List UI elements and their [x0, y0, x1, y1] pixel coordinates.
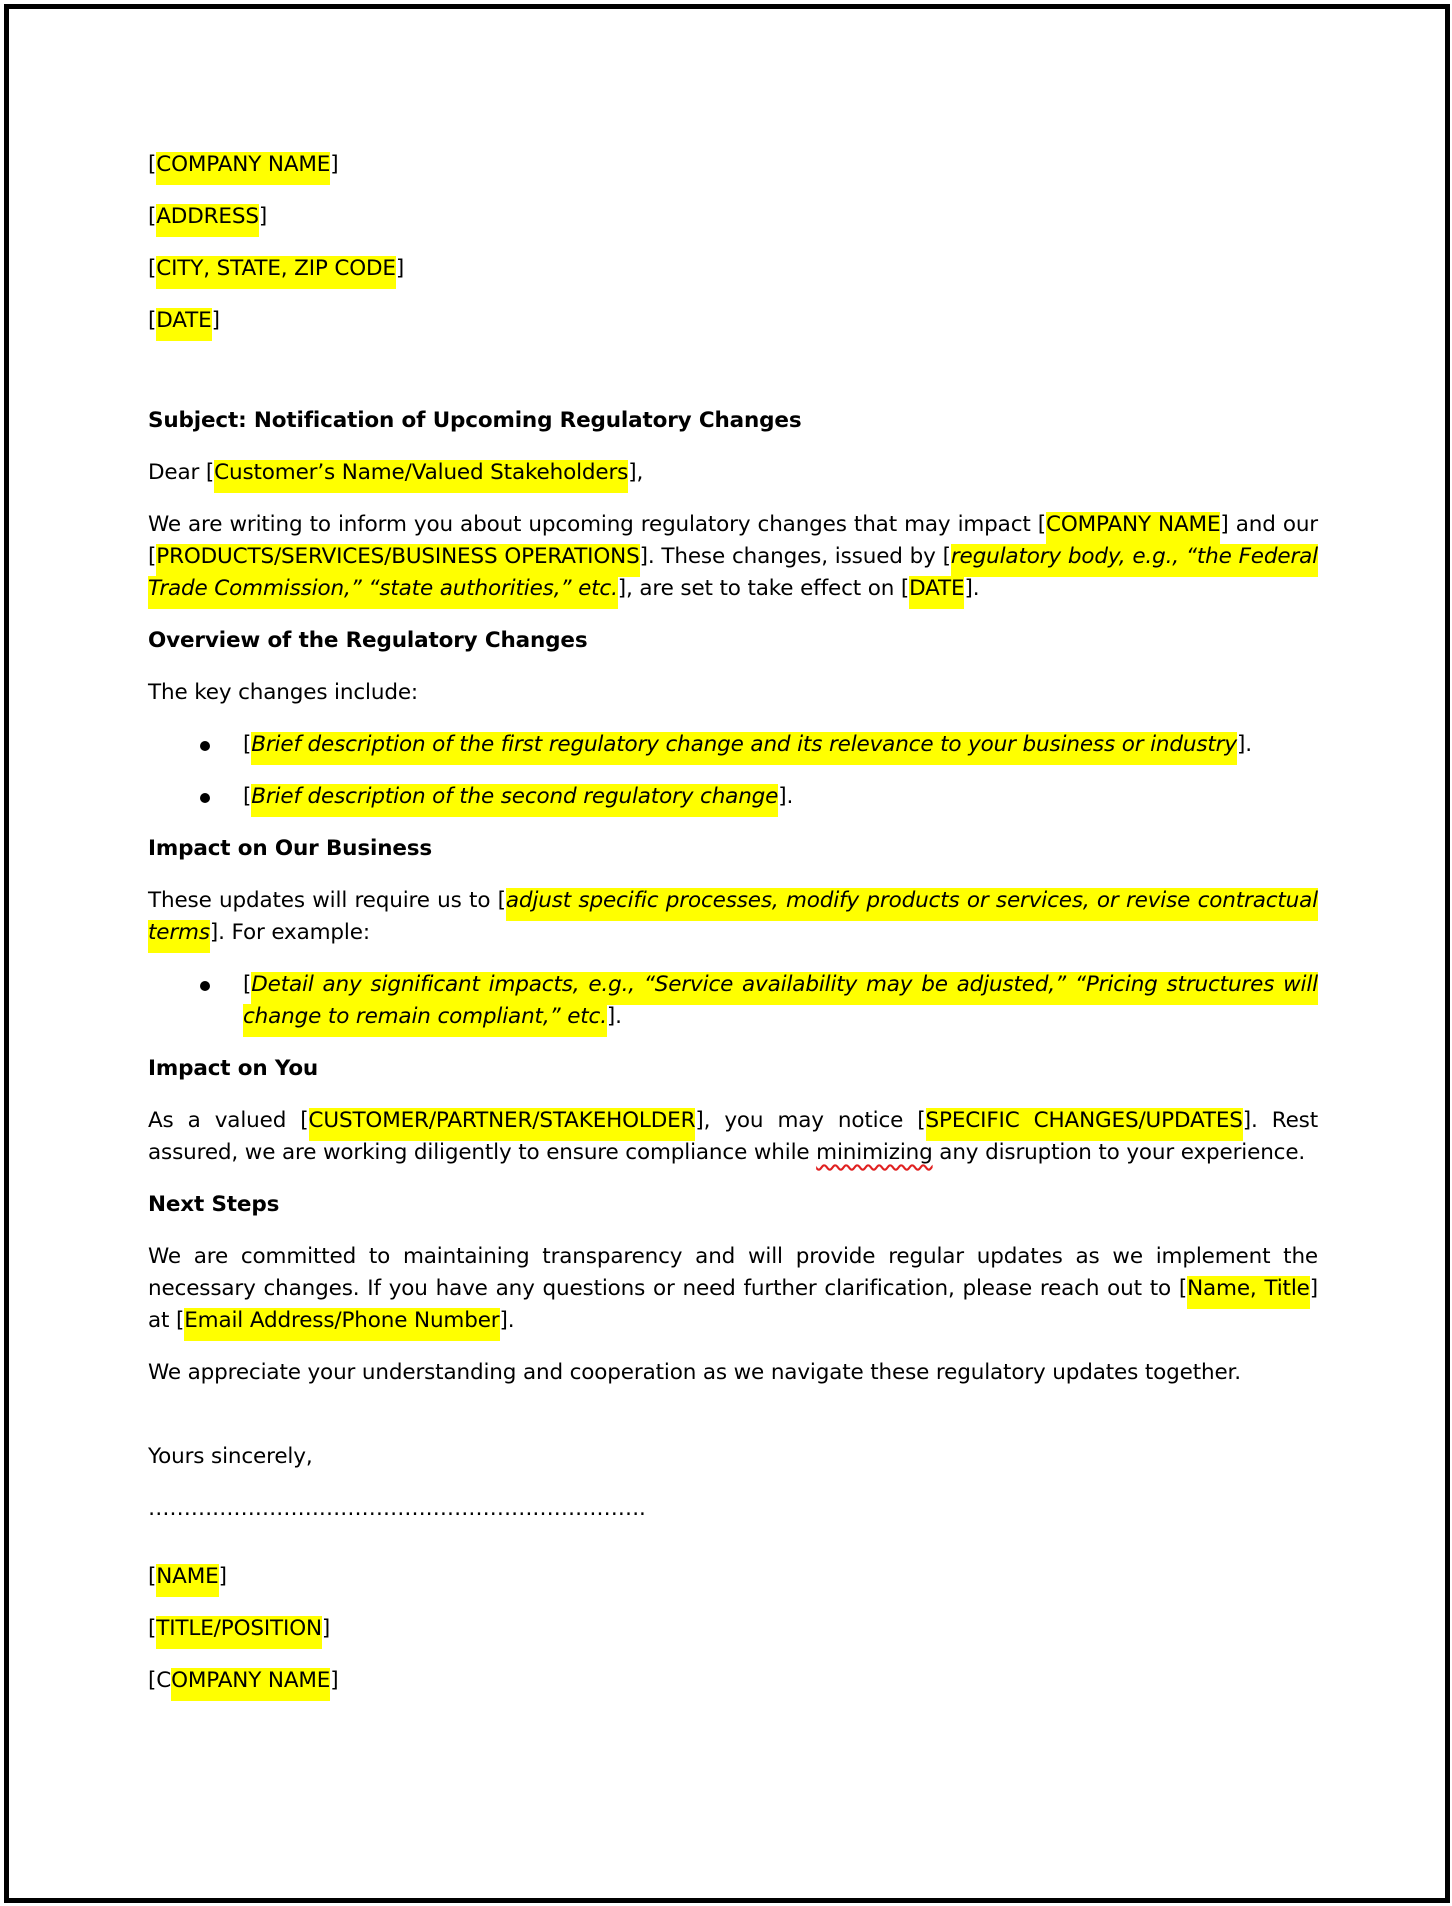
list-item: [Brief description of the second regulatory change]. — [148, 781, 1318, 813]
impact-business-paragraph: These updates will require us to [adjust specific processes, modify products or services, or revise contractual terms]. For example: — [148, 885, 1318, 949]
intro-paragraph: We are writing to inform you about upcoming regulatory changes that may impact [COMPANY NAME] and our [PRODUCTS/SERVICES/BUSINESS OPERATIONS]. These changes, issued by [regulatory body, e.g., “the Federal Trade Commission,” “state authorities,” etc.], are set to take effect on [DATE]. — [148, 509, 1318, 605]
signature-name-line: [NAME] — [148, 1561, 1318, 1593]
contact-email-phone: Email Address/Phone Number — [184, 1308, 499, 1341]
overview-heading: Overview of the Regulatory Changes — [148, 628, 588, 653]
spellcheck-word[interactable]: minimizing — [816, 1140, 933, 1165]
signature-company: OMPANY NAME — [171, 1668, 330, 1701]
sender-address: ADDRESS — [156, 204, 259, 237]
overview-list — [148, 729, 1318, 813]
intro-regulator: regulatory body, e.g., “the Federal Trade Commission,” “state authorities,” etc. — [148, 544, 1318, 609]
salutation: Dear [Customer’s Name/Valued Stakeholders], — [148, 457, 1318, 489]
sender-date-line: [DATE] — [148, 305, 1318, 337]
subject-line: Subject: Notification of Upcoming Regulatory Changes — [148, 408, 802, 433]
sender-city-state-zip: CITY, STATE, ZIP CODE — [156, 256, 396, 289]
intro-date: DATE — [909, 576, 964, 609]
contact-name-title: Name, Title — [1187, 1276, 1310, 1309]
intro-company-name: COMPANY NAME — [1046, 512, 1220, 545]
letter-body — [148, 149, 1318, 1717]
signature-company-line: [COMPANY NAME] — [148, 1665, 1318, 1697]
sender-address-line: [ADDRESS] — [148, 201, 1318, 233]
impact-you-heading: Impact on You — [148, 1056, 319, 1081]
impact-business-heading: Impact on Our Business — [148, 836, 433, 861]
signoff: Yours sincerely, — [148, 1444, 313, 1469]
sender-date: DATE — [156, 308, 211, 341]
next-steps-paragraph: We are committed to maintaining transparency and will provide regular updates as we implement the necessary changes. If you have any questions or need further clarification, please reach out to [Name, Title] at [Email Address/Phone Number]. — [148, 1241, 1318, 1337]
intro-products: PRODUCTS/SERVICES/BUSINESS OPERATIONS — [156, 544, 639, 577]
sender-address-block — [148, 149, 1318, 337]
signature-line: ……………………………………………………………. — [148, 1496, 646, 1521]
sender-company-name: COMPANY NAME — [156, 152, 330, 185]
signature-title-line: [TITLE/POSITION] — [148, 1613, 1318, 1645]
impact-you-paragraph: As a valued [CUSTOMER/PARTNER/STAKEHOLDER], you may notice [SPECIFIC CHANGES/UPDATES]. Rest assured, we are working diligently to ensure compliance while minimizing any disruption to your experience. — [148, 1108, 1318, 1165]
recipient-name: Customer’s Name/Valued Stakeholders — [214, 460, 628, 493]
impact-business-action: adjust specific processes, modify products or services, or revise contractual terms — [148, 888, 1318, 953]
list-item: [Detail any significant impacts, e.g., “Service availability may be adjusted,” “Pricing structures will change to remain compliant,” etc.]. — [148, 969, 1318, 1033]
sender-city-line: [CITY, STATE, ZIP CODE] — [148, 253, 1318, 285]
list-item: [Brief description of the first regulatory change and its relevance to your business or industry]. — [148, 729, 1318, 761]
impact-you-changes: SPECIFIC CHANGES/UPDATES — [926, 1108, 1243, 1141]
closing-paragraph: We appreciate your understanding and cooperation as we navigate these regulatory updates together. — [148, 1360, 1241, 1385]
signature-name: NAME — [156, 1564, 218, 1597]
signature-title: TITLE/POSITION — [156, 1616, 322, 1649]
impact-you-role: CUSTOMER/PARTNER/STAKEHOLDER — [309, 1108, 696, 1141]
letter-page — [4, 4, 1450, 1903]
impact-business-list — [148, 969, 1318, 1033]
next-steps-heading: Next Steps — [148, 1192, 280, 1217]
sender-company-line: [COMPANY NAME] — [148, 149, 1318, 181]
overview-lead: The key changes include: — [148, 680, 418, 705]
